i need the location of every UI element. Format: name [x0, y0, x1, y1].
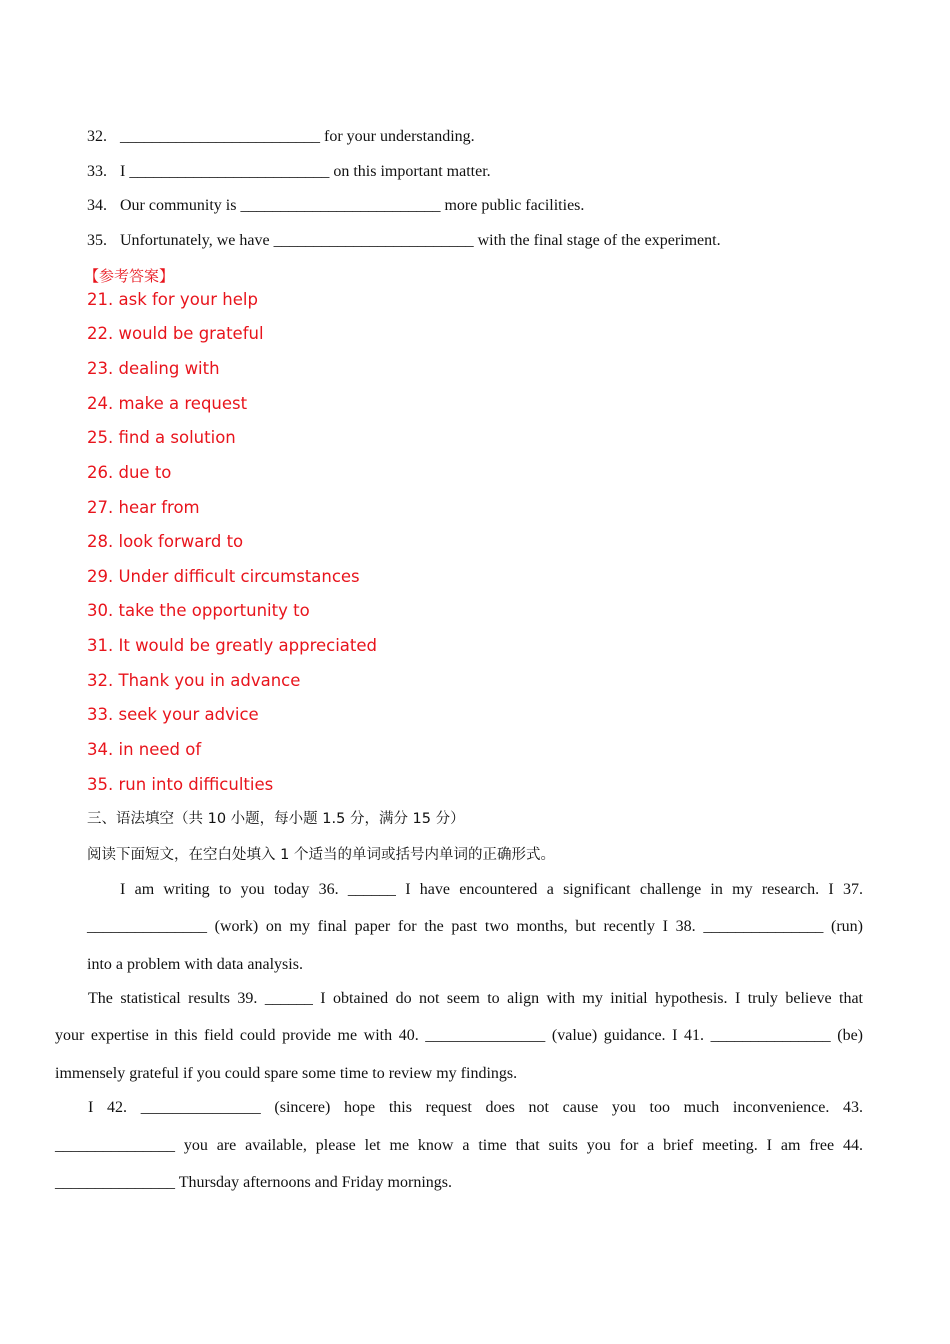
item-number: 35. [87, 232, 107, 249]
answer-item: 34. in need of [87, 740, 202, 759]
exercise-item [87, 127, 475, 147]
section-instruction: 阅读下面短文，在空白处填入 1 个适当的单词或括号内单词的正确形式。 [87, 847, 555, 863]
passage-line: _______________ (work) on my final paper for the past two months, but recently I 38. _______________ (run) [87, 918, 863, 935]
answers-header: 【参考答案】 [84, 267, 175, 285]
item-number: 34. [87, 197, 107, 214]
answer-item: 21. ask for your help [87, 290, 258, 309]
passage-line: The statistical results 39. ______ I obtained do not seem to align with my initial hypothesis. I truly believe that [88, 990, 863, 1007]
answer-item: 31. It would be greatly appreciated [87, 636, 377, 655]
exercise-item [87, 196, 584, 216]
passage-line: into a problem with data analysis. [87, 956, 303, 973]
exercise-item [87, 231, 721, 251]
passage-line: I am writing to you today 36. ______ I have encountered a significant challenge in my research. I 37. [120, 881, 863, 898]
item-text: I _________________________ on this important matter. [120, 163, 491, 180]
passage-line: _______________ you are available, please let me know a time that suits you for a brief meeting. I am free 44. [55, 1137, 863, 1154]
answer-item: 27. hear from [87, 498, 200, 517]
passage-line: I 42. _______________ (sincere) hope this request does not cause you too much inconvenience. 43. [88, 1099, 863, 1116]
answer-item: 30. take the opportunity to [87, 601, 310, 620]
item-number: 33. [87, 163, 107, 180]
passage-line: _______________ Thursday afternoons and Friday mornings. [55, 1174, 452, 1191]
answer-item: 22. would be grateful [87, 324, 264, 343]
answer-item: 35. run into difficulties [87, 775, 274, 794]
answer-item: 33. seek your advice [87, 705, 259, 724]
answer-item: 32. Thank you in advance [87, 671, 301, 690]
passage-line: immensely grateful if you could spare some time to review my findings. [55, 1065, 518, 1082]
passage-line: your expertise in this field could provide me with 40. _______________ (value) guidance. I 41. _______________ (be) [55, 1027, 863, 1044]
answer-item: 28. look forward to [87, 532, 244, 551]
answer-item: 24. make a request [87, 394, 248, 413]
item-text: Unfortunately, we have _________________________ with the final stage of the experiment. [120, 232, 721, 249]
answer-item: 26. due to [87, 463, 172, 482]
item-text: Our community is _________________________ more public facilities. [120, 197, 585, 214]
item-number: 32. [87, 128, 107, 145]
answer-item: 29. Under difficult circumstances [87, 567, 360, 586]
answer-item: 23. dealing with [87, 359, 220, 378]
section-title: 三、语法填空（共 10 小题，每小题 1.5 分，满分 15 分） [87, 811, 465, 827]
answer-item: 25. find a solution [87, 428, 236, 447]
exercise-item [87, 162, 491, 182]
item-text: _________________________ for your understanding. [120, 128, 475, 145]
